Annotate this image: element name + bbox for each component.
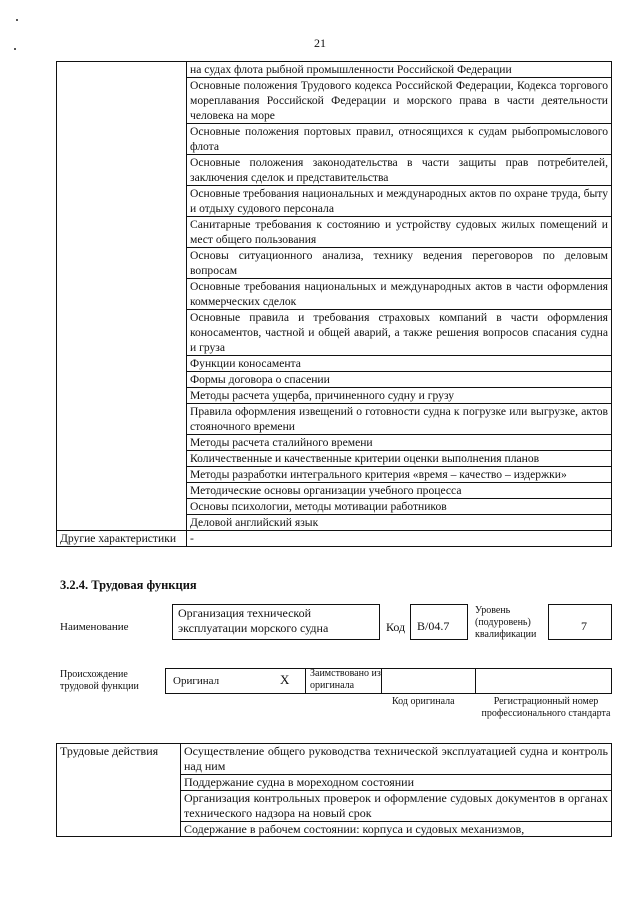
knowledge-item: Основные требования национальных и международных актов в части оформления коммерческих сделок (187, 279, 612, 310)
code-label: Код (386, 620, 406, 634)
name-label: Наименование (60, 621, 129, 633)
labor-action-item: Осуществление общего руководства технической эксплуатацией судна и контроль над ним (181, 744, 612, 775)
original-mark: X (280, 672, 290, 687)
function-name-box (172, 604, 380, 640)
knowledge-item: Методы расчета ущерба, причиненного судну и грузу (187, 388, 612, 404)
borrowed-label: Заимствовано из оригинала (310, 668, 381, 691)
labor-action-item (181, 822, 612, 837)
section-title: 3.2.4. Трудовая функция (60, 578, 197, 592)
knowledge-item: Основы ситуационного анализа, технику ведения переговоров по деловым вопросам (187, 248, 612, 279)
knowledge-item: Основные положения законодательства в части защиты прав потребителей, заключения сделок и представительства (187, 155, 612, 186)
other-characteristics-label: Другие характеристики (57, 531, 187, 547)
knowledge-item: Основные положения Трудового кодекса Российской Федерации, Кодекса торгового мореплавания Российской Федерации и морского права в части деятельности человека на море (187, 78, 612, 124)
knowledge-item: Правила оформления извещений о готовности судна к погрузке или выгрузке, актов стояночного времени (187, 404, 612, 435)
knowledge-item: Основные требования национальных и международных актов по охране труда, быту и отдыху судового персонала (187, 186, 612, 217)
page-number: 21 (314, 36, 326, 50)
knowledge-item: Формы договора о спасении (187, 372, 612, 388)
knowledge-item: Методы разработки интегрального критерия «время – качество – издержки» (187, 467, 612, 483)
reg-number-label: Регистрационный номер профессионального стандарта (481, 696, 611, 719)
knowledge-item: Функции коносамента (187, 356, 612, 372)
level-label: Уровень (подуровень) квалификации (475, 605, 537, 640)
knowledge-item: Методы расчета сталийного времени (187, 435, 612, 451)
function-name-value: Организация технической эксплуатации морского судна (178, 606, 329, 635)
labor-actions-table (56, 743, 612, 837)
scan-speck (16, 19, 18, 21)
knowledge-item: Количественные и качественные критерии оценки выполнения планов (187, 451, 612, 467)
required-knowledge-label-cell (57, 62, 187, 531)
knowledge-item: Деловой английский язык (187, 515, 612, 531)
knowledge-item: на судах флота рыбной промышленности Российской Федерации (187, 62, 612, 78)
knowledge-item: Основные положения портовых правил, относящихся к судам рыбопромыслового флота (187, 124, 612, 155)
level-value: 7 (581, 619, 587, 633)
labor-actions-label: Трудовые действия (57, 744, 181, 837)
origin-label: Происхождение трудовой функции (60, 669, 139, 692)
knowledge-item: Методические основы организации учебного процесса (187, 483, 612, 499)
code-original-cell (381, 668, 476, 694)
original-label: Оригинал (173, 675, 220, 687)
level-box (548, 604, 612, 640)
knowledge-item: Основы психологии, методы мотивации работников (187, 499, 612, 515)
required-knowledge-table (56, 61, 612, 547)
other-characteristics-value: - (187, 531, 612, 547)
code-original-label: Код оригинала (392, 696, 455, 707)
labor-action-item: Организация контрольных проверок и оформление судовых документов в органах технического надзора на новый срок (181, 791, 612, 822)
labor-action-item-text: Содержание в рабочем состоянии: корпуса и судовых механизмов, (184, 822, 525, 836)
code-box (410, 604, 468, 640)
knowledge-item: Основные правила и требования страховых компаний в части оформления коносаментов, частной и общей аварий, а также решения вопросов спасания судна и груза (187, 310, 612, 356)
code-value: B/04.7 (417, 619, 450, 633)
knowledge-item: Санитарные требования к состоянию и устройству судовых жилых помещений и мест общего пользования (187, 217, 612, 248)
labor-action-item: Поддержание судна в мореходном состоянии (181, 775, 612, 791)
